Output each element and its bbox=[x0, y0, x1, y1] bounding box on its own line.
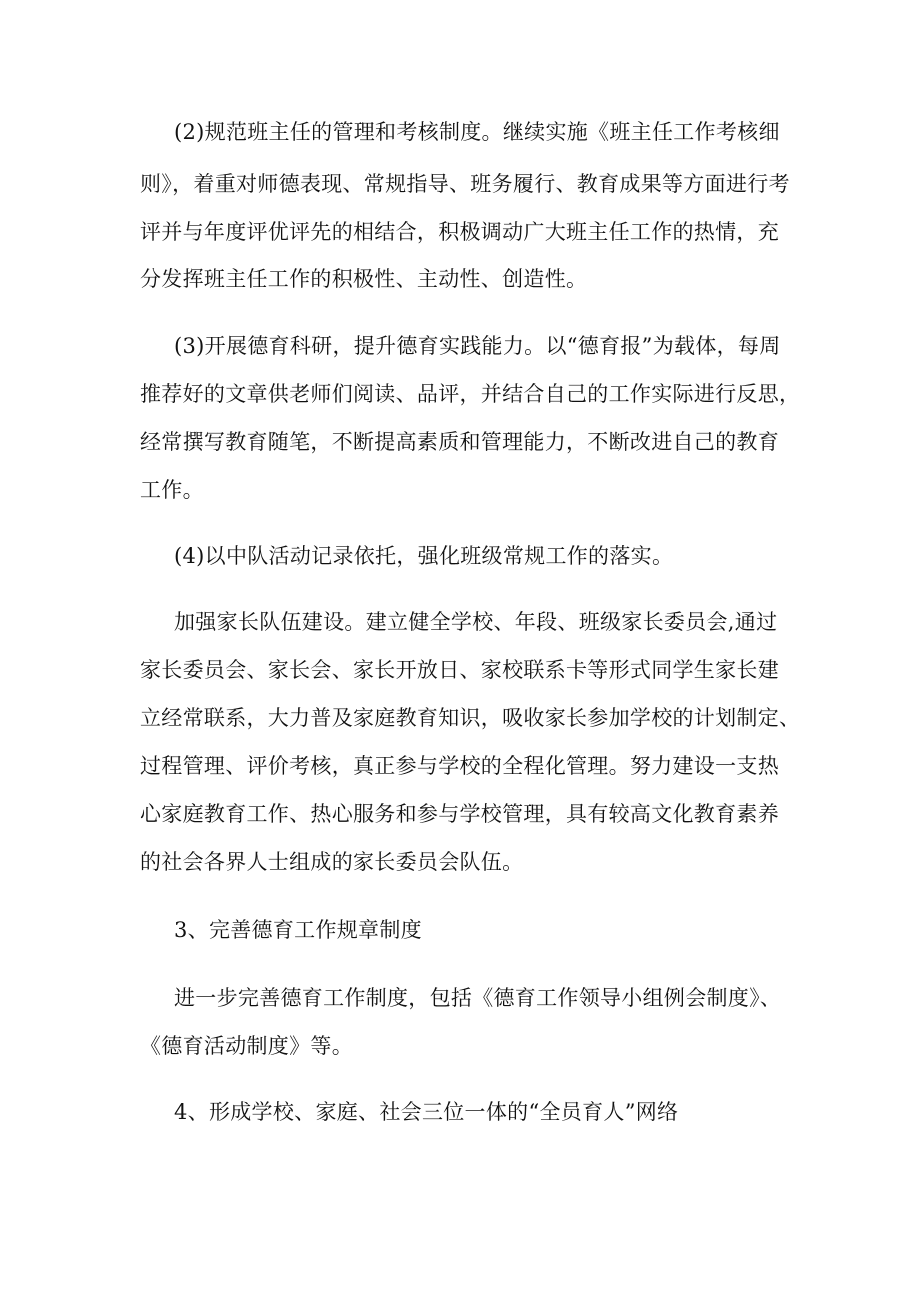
text-line: 分发挥班主任工作的积极性、主动性、创造性。 bbox=[140, 267, 588, 291]
text-line: (2)规范班主任的管理和考核制度。继续实施《班主任工作考核细 bbox=[174, 120, 780, 144]
text-line: 《德育活动制度》等。 bbox=[140, 1034, 353, 1058]
text-line: 立经常联系，大力普及家庭教育知识，吸收家长参加学校的计划制定、 bbox=[140, 706, 801, 730]
text-line: (4)以中队活动记录依托，强化班级常规工作的落实。 bbox=[174, 544, 674, 568]
text-line: 进一步完善德育工作制度，包括《德育工作领导小组例会制度》、 bbox=[174, 986, 782, 1010]
text-line: 则》，着重对师德表现、常规指导、班务履行、教育成果等方面进行考 bbox=[140, 172, 790, 196]
text-line: 心家庭教育工作、热心服务和参与学校管理，具有较高文化教育素养 bbox=[140, 802, 779, 826]
text-line: 3、完善德育工作规章制度 bbox=[174, 918, 422, 942]
text-line: 工作。 bbox=[140, 478, 204, 502]
text-line: 4、形成学校、家庭、社会三位一体的“全员育人”网络 bbox=[174, 1100, 679, 1124]
text-line: 评并与年度评优评先的相结合，积极调动广大班主任工作的热情，充 bbox=[140, 220, 779, 244]
text-line: 加强家长队伍建设。建立健全学校、年段、班级家长委员会,通过 bbox=[174, 610, 778, 634]
text-line: 的社会各界人士组成的家长委员会队伍。 bbox=[140, 850, 524, 874]
text-line: 家长委员会、家长会、家长开放日、家校联系卡等形式同学生家长建 bbox=[140, 658, 779, 682]
text-line: (3)开展德育科研，提升德育实践能力。以“德育报”为载体，每周 bbox=[174, 334, 781, 358]
text-line: 过程管理、评价考核，真正参与学校的全程化管理。努力建设一支热 bbox=[140, 754, 779, 778]
text-line: 推荐好的文章供老师们阅读、品评，并结合自己的工作实际进行反思， bbox=[140, 382, 801, 406]
text-line: 经常撰写教育随笔，不断提高素质和管理能力，不断改进自己的教育 bbox=[140, 430, 779, 454]
